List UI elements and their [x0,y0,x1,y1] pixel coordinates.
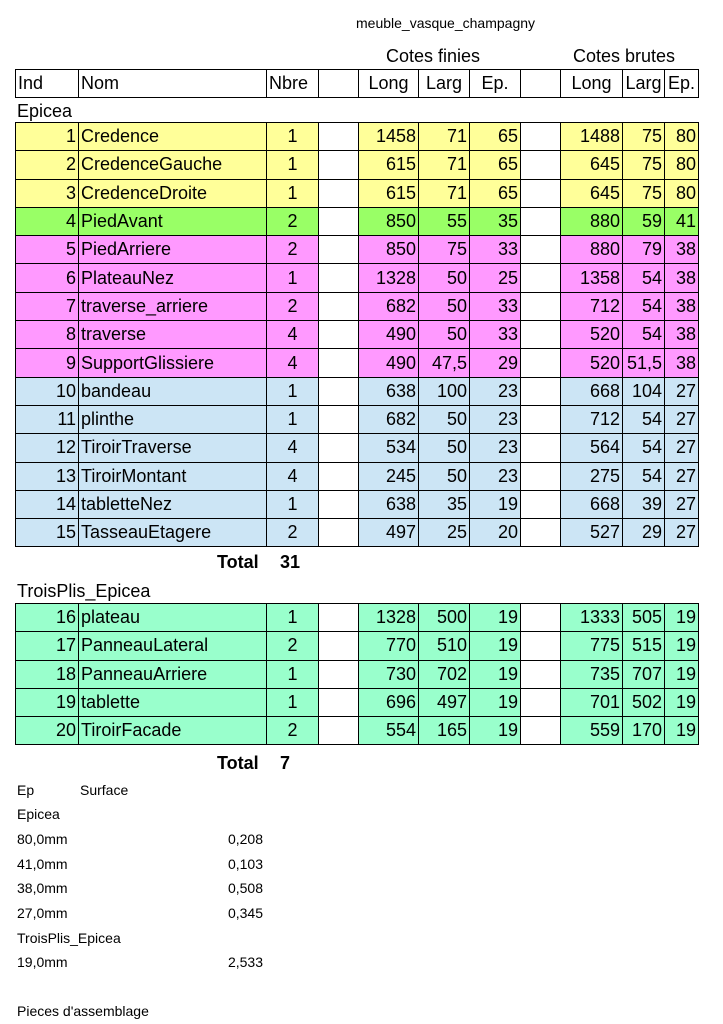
cell-raw-long: 775 [561,632,623,660]
cell-larg: 100 [419,377,470,405]
summary-surface-header: Surface [80,782,129,798]
cell-nom: PanneauArriere [79,660,267,688]
cell-ep: 29 [470,349,521,377]
cell-ep: 19 [470,490,521,518]
cell-gap [521,123,561,151]
cell-larg: 71 [419,151,470,179]
cell-nbre: 1 [267,151,319,179]
cell-ep: 19 [470,604,521,632]
cell-ep: 65 [470,151,521,179]
cell-nbre: 1 [267,405,319,433]
cell-long: 730 [359,660,419,688]
header-raw-long: Long [561,70,623,98]
cell-ep: 33 [470,292,521,320]
total-value-troisplis: 7 [280,753,291,773]
cell-nom: bandeau [79,377,267,405]
cell-long: 490 [359,349,419,377]
cell-raw-larg: 54 [623,292,665,320]
cell-gap [521,462,561,490]
header-nbre: Nbre [267,70,319,98]
cell-gap [319,292,359,320]
cell-raw-ep: 38 [665,292,699,320]
cell-ind: 4 [16,207,79,235]
cell-larg: 71 [419,179,470,207]
cell-gap [319,717,359,745]
cell-larg: 500 [419,604,470,632]
header-ind: Ind [16,70,79,98]
summary-ep-header: Ep [17,782,35,798]
cell-nom: PanneauLateral [79,632,267,660]
cell-ep: 20 [470,519,521,547]
cell-ind: 20 [16,717,79,745]
cell-long: 696 [359,688,419,716]
header-raw-larg: Larg [623,70,665,98]
cell-ep: 23 [470,405,521,433]
cell-raw-long: 520 [561,349,623,377]
table-row [16,660,699,688]
cell-gap [319,321,359,349]
cell-larg: 55 [419,207,470,235]
cell-ind: 5 [16,236,79,264]
cell-ind: 19 [16,688,79,716]
cell-nom: traverse_arriere [79,292,267,320]
cell-raw-larg: 502 [623,688,665,716]
cell-nom: TiroirFacade [79,717,267,745]
cell-nbre: 1 [267,377,319,405]
cell-raw-ep: 19 [665,660,699,688]
cell-larg: 25 [419,519,470,547]
cell-long: 490 [359,321,419,349]
cell-gap [319,462,359,490]
table-row [16,349,699,377]
cell-raw-larg: 54 [623,321,665,349]
cell-nom: TiroirMontant [79,462,267,490]
cell-ind: 10 [16,377,79,405]
cell-long: 1328 [359,264,419,292]
cell-larg: 50 [419,321,470,349]
cell-gap [319,349,359,377]
cell-raw-long: 559 [561,717,623,745]
cell-nom: tablette [79,688,267,716]
cell-ep: 23 [470,462,521,490]
summary-label: 41,0mm [17,856,68,872]
cell-raw-long: 880 [561,207,623,235]
cell-gap [319,207,359,235]
cell-gap [521,632,561,660]
summary-footer: Pieces d'assemblage [17,1003,149,1019]
cell-ep: 19 [470,660,521,688]
cell-raw-ep: 38 [665,264,699,292]
cell-raw-larg: 29 [623,519,665,547]
cell-long: 770 [359,632,419,660]
cell-raw-larg: 104 [623,377,665,405]
cell-raw-long: 1333 [561,604,623,632]
cell-raw-long: 668 [561,490,623,518]
cell-gap [319,519,359,547]
cell-raw-long: 712 [561,292,623,320]
cell-ep: 23 [470,377,521,405]
cell-gap [319,151,359,179]
cell-raw-ep: 19 [665,604,699,632]
table-row [16,490,699,518]
cell-nom: CredenceGauche [79,151,267,179]
cell-raw-long: 564 [561,434,623,462]
cell-nbre: 1 [267,179,319,207]
table-row [16,377,699,405]
cell-raw-long: 645 [561,179,623,207]
cell-gap [319,377,359,405]
table-row [16,264,699,292]
cell-gap [521,151,561,179]
cell-larg: 75 [419,236,470,264]
cell-gap [521,717,561,745]
cell-raw-long: 1488 [561,123,623,151]
cell-ind: 14 [16,490,79,518]
cell-ep: 33 [470,321,521,349]
cell-raw-larg: 54 [623,434,665,462]
cell-larg: 702 [419,660,470,688]
cell-raw-larg: 707 [623,660,665,688]
cell-raw-ep: 19 [665,688,699,716]
header-gap [319,70,359,98]
table-row [16,123,699,151]
cell-raw-larg: 51,5 [623,349,665,377]
section-title-troisplis: TroisPlis_Epicea [17,581,151,601]
cell-long: 615 [359,151,419,179]
cell-raw-long: 735 [561,660,623,688]
cell-nbre: 1 [267,123,319,151]
total-value-epicea: 31 [280,552,301,572]
cell-ep: 19 [470,688,521,716]
cell-ind: 8 [16,321,79,349]
summary-value: 0,208 [227,831,263,847]
cell-raw-ep: 19 [665,717,699,745]
cell-nom: plinthe [79,405,267,433]
summary-label: 80,0mm [17,831,68,847]
cell-ind: 13 [16,462,79,490]
cell-ind: 11 [16,405,79,433]
cell-ind: 1 [16,123,79,151]
cell-raw-ep: 19 [665,632,699,660]
cell-long: 638 [359,377,419,405]
header-gap [521,70,561,98]
cell-raw-larg: 54 [623,462,665,490]
cell-nom: Credence [79,123,267,151]
cell-larg: 165 [419,717,470,745]
header-long: Long [359,70,419,98]
table-row [16,179,699,207]
table-row [16,717,699,745]
header-ep: Ep. [470,70,521,98]
cell-raw-ep: 27 [665,434,699,462]
total-label-epicea: Total [217,552,259,572]
cell-nbre: 1 [267,660,319,688]
cell-gap [521,349,561,377]
cell-raw-long: 712 [561,405,623,433]
cell-nbre: 2 [267,207,319,235]
cell-raw-ep: 27 [665,405,699,433]
cell-gap [319,632,359,660]
total-label-troisplis: Total [217,753,259,773]
cell-raw-long: 668 [561,377,623,405]
cell-long: 850 [359,207,419,235]
cell-nom: tabletteNez [79,490,267,518]
cell-raw-ep: 27 [665,462,699,490]
cell-nbre: 4 [267,321,319,349]
cell-larg: 50 [419,405,470,433]
cell-larg: 50 [419,264,470,292]
summary-label: 38,0mm [17,880,68,896]
cell-ind: 3 [16,179,79,207]
cell-larg: 510 [419,632,470,660]
cell-gap [319,405,359,433]
cell-nbre: 4 [267,434,319,462]
cell-raw-ep: 27 [665,490,699,518]
header-larg: Larg [419,70,470,98]
cell-nom: CredenceDroite [79,179,267,207]
table-row [16,434,699,462]
cell-ep: 25 [470,264,521,292]
cell-larg: 71 [419,123,470,151]
cell-long: 534 [359,434,419,462]
table-row [16,632,699,660]
cell-raw-long: 520 [561,321,623,349]
cell-raw-ep: 38 [665,321,699,349]
cell-gap [521,321,561,349]
cell-nbre: 1 [267,604,319,632]
cell-raw-larg: 39 [623,490,665,518]
summary-value: 0,508 [227,880,263,896]
cell-gap [319,123,359,151]
table-row [16,405,699,433]
table-row [16,519,699,547]
cell-raw-larg: 59 [623,207,665,235]
cell-nom: PiedAvant [79,207,267,235]
cell-gap [521,264,561,292]
cell-nbre: 2 [267,632,319,660]
table-row [16,236,699,264]
summary-value: 0,103 [227,856,263,872]
cell-ind: 12 [16,434,79,462]
cell-gap [521,207,561,235]
cell-nbre: 1 [267,264,319,292]
document-title: meuble_vasque_champagny [356,15,536,31]
cell-raw-larg: 79 [623,236,665,264]
cell-long: 1458 [359,123,419,151]
cell-raw-long: 645 [561,151,623,179]
cell-gap [319,490,359,518]
table-row [16,207,699,235]
cell-ep: 65 [470,123,521,151]
cell-long: 497 [359,519,419,547]
table-row [16,462,699,490]
group-label-finished: Cotes finies [386,46,481,66]
cell-gap [521,688,561,716]
header-row [16,70,699,98]
cell-larg: 497 [419,688,470,716]
cell-nbre: 2 [267,519,319,547]
cell-raw-ep: 27 [665,519,699,547]
cell-ep: 33 [470,236,521,264]
troisplis-table [15,603,699,745]
table-row [16,151,699,179]
cell-raw-long: 1358 [561,264,623,292]
cell-ind: 7 [16,292,79,320]
cell-gap [319,179,359,207]
cell-nom: SupportGlissiere [79,349,267,377]
cell-gap [319,604,359,632]
cell-ep: 19 [470,632,521,660]
cell-raw-larg: 515 [623,632,665,660]
cell-raw-ep: 80 [665,179,699,207]
cell-gap [521,292,561,320]
cell-larg: 50 [419,434,470,462]
cell-long: 638 [359,490,419,518]
cell-ep: 23 [470,434,521,462]
cell-ind: 16 [16,604,79,632]
section-title-epicea: Epicea [17,101,73,121]
cell-raw-long: 880 [561,236,623,264]
cell-nom: TiroirTraverse [79,434,267,462]
cell-gap [319,434,359,462]
cell-gap [521,660,561,688]
cell-gap [521,179,561,207]
cell-raw-long: 701 [561,688,623,716]
cell-raw-long: 275 [561,462,623,490]
cell-raw-long: 527 [561,519,623,547]
cell-nom: TasseauEtagere [79,519,267,547]
cell-long: 245 [359,462,419,490]
cell-gap [521,405,561,433]
cell-gap [521,377,561,405]
cell-nom: PiedArriere [79,236,267,264]
cell-long: 682 [359,292,419,320]
header-raw-ep: Ep. [665,70,699,98]
cell-gap [319,264,359,292]
group-label-raw: Cotes brutes [573,46,676,66]
cell-larg: 35 [419,490,470,518]
cell-raw-larg: 54 [623,405,665,433]
cell-larg: 47,5 [419,349,470,377]
cell-gap [319,236,359,264]
cell-ind: 6 [16,264,79,292]
table-row [16,321,699,349]
cell-raw-larg: 75 [623,123,665,151]
cell-nbre: 2 [267,292,319,320]
cell-raw-larg: 75 [623,179,665,207]
cell-raw-larg: 170 [623,717,665,745]
cell-ind: 9 [16,349,79,377]
cell-nbre: 4 [267,349,319,377]
cell-ep: 35 [470,207,521,235]
cell-raw-larg: 54 [623,264,665,292]
cell-gap [521,490,561,518]
cell-larg: 50 [419,292,470,320]
cell-ind: 2 [16,151,79,179]
cell-raw-ep: 80 [665,123,699,151]
cell-nom: plateau [79,604,267,632]
cell-long: 682 [359,405,419,433]
cell-raw-ep: 80 [665,151,699,179]
epicea-table [15,122,699,547]
cell-raw-ep: 41 [665,207,699,235]
cell-gap [319,688,359,716]
table-row [16,292,699,320]
cell-nbre: 1 [267,490,319,518]
cell-ep: 19 [470,717,521,745]
cell-long: 1328 [359,604,419,632]
cell-larg: 50 [419,462,470,490]
cell-gap [521,434,561,462]
cell-nbre: 1 [267,688,319,716]
summary-label: TroisPlis_Epicea [17,930,121,946]
table-row [16,604,699,632]
cell-raw-ep: 38 [665,349,699,377]
header-table [15,69,699,98]
cell-nom: traverse [79,321,267,349]
cell-raw-ep: 38 [665,236,699,264]
header-nom: Nom [79,70,267,98]
cell-nom: PlateauNez [79,264,267,292]
summary-label: 19,0mm [17,954,68,970]
summary-label: Epicea [17,806,60,822]
cell-long: 554 [359,717,419,745]
cell-gap [319,660,359,688]
cell-raw-ep: 27 [665,377,699,405]
cell-long: 850 [359,236,419,264]
cell-raw-larg: 75 [623,151,665,179]
cell-nbre: 2 [267,236,319,264]
cell-ind: 18 [16,660,79,688]
cell-ind: 17 [16,632,79,660]
cell-gap [521,519,561,547]
cell-nbre: 2 [267,717,319,745]
cell-long: 615 [359,179,419,207]
cell-ep: 65 [470,179,521,207]
cell-ind: 15 [16,519,79,547]
summary-value: 2,533 [227,954,263,970]
cell-gap [521,236,561,264]
summary-label: 27,0mm [17,905,68,921]
table-row [16,688,699,716]
summary-value: 0,345 [227,905,263,921]
cell-gap [521,604,561,632]
cell-nbre: 4 [267,462,319,490]
cell-raw-larg: 505 [623,604,665,632]
